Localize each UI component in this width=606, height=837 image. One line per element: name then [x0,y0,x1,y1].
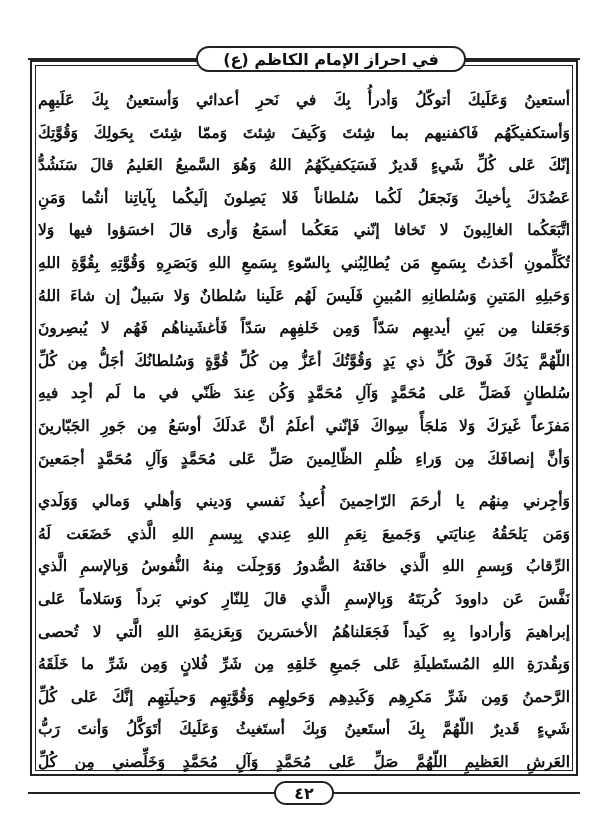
page-footer [28,778,580,808]
text-line: وَجَعَلنا مِن بَينِ أيديهِم سَدّاً وَمِن خَلفِهِم سَدّاً فَأغشَيناهُم فَهُم لا يُبصِرونَ [38,319,570,338]
text-line: إنّكَ عَلى كُلِّ شَيءٍ قَديرٌ فَسَيَكفيكَهُمُ اللهُ وَهُوَ السَّميعُ العَليمُ قالَ سَنَشُدُّ [38,156,570,175]
text-line: نَفَّسَ عَن داوودَ كُربَتَهُ وَبِالإسمِ الَّذي قالَ لِلنّارِ كوني بَرداً وَسَلاماً عَلى [38,589,570,608]
text-line: عَضُدَكَ بِأخيكَ وَنَجعَلُ لَكُما سُلطاناً فَلا يَصِلونَ إلَيكُما بِآياتِنا أنتُما وَمَنِ [38,188,570,207]
text-line: شَيءٍ قَديرٌ اللّهُمَّ بِكَ أستَعينُ وَبِكَ أستَغيثُ وَعَلَيكَ أتَوَكَّلُ وَأنتَ رَبُّ [38,720,570,739]
page-title: في احراز الإمام الكاظم (ع) [196,46,466,72]
page-header [28,44,580,74]
page-number: ٤٢ [274,781,334,805]
text-line: وَأستكفيكَهُم فَاكفنيهم بما شِئتَ وَكَيفَ شِئتَ وَممّا شِئتَ بِحَولِكَ وَقُوَّتِكَ [38,123,570,142]
text-line: وَبِقُدرَةِ اللهِ المُستَطيلَةِ عَلى جَميعِ خَلقِهِ مِن شَرِّ فُلانٍ وَمِن شَرِّ ما خَلَقَهُ [38,655,570,674]
text-line: إبراهيمَ وَأرادوا بِهِ كَيداً فَجَعَلناهُمُ الأخسَرينَ وَبِعَزيمَةِ اللهِ الَّتي لا تُحصى [38,622,570,641]
text-line: وَحَبلِهِ المَتينِ وَسُلطانِهِ المُبينِ فَلَيسَ لَهُم عَلَينا سُلطانٌ وَلا سَبيلٌ إن شاءَ اللهُ [38,286,570,305]
text-line: تُكَلِّمونِ أخَذتُ بِسَمعِ مَن يُطالِبُني بِالسّوءِ بِسَمعِ اللهِ وَبَصَرِهِ وَقُوَّتِهِ بِقُوَّةِ اللهِ [38,253,570,272]
text-line: اتَّبَعَكُما الغالِبونَ لا تَخافا إنّني مَعَكُما أسمَعُ وَأرى قالَ اخسَؤوا فيها وَلا [38,221,570,240]
text-line: مَفزَعاً غَيرَكَ وَلا مَلجَأً سِواكَ فَإنّني أعلَمُ أنَّ عَدلَكَ أوسَعُ مِن جَورِ الجَبّارينَ [38,416,570,435]
text-line: وَأنَّ إنصافَكَ مِن وَراءِ ظُلمِ الظّالِمينَ صَلِّ عَلى مُحَمَّدٍ وَآلِ مُحَمَّدٍ أجمَعينَ [38,449,570,468]
prayer-text [38,84,570,771]
text-line: الرَّحمنُ وَمِن شَرِّ مَكرِهِم وَكَيدِهِم وَحَولِهِم وَقُوَّتِهِم وَحيلَتِهِم إنَّكَ عَلى كُلِّ [38,687,570,706]
text-line: وَأجِرني مِنهُم يا أرحَمَ الرّاحِمينَ أُعيذُ نَفسي وَديني وَأهلي وَمالي وَوَلَدي [38,492,570,511]
text-line: العَرشِ العَظيمِ اللّهُمَّ صَلِّ عَلى مُحَمَّدٍ وَآلِ مُحَمَّدٍ وَخَلِّصني مِن كُلِّ [38,752,570,771]
text-line: وَمَن يَلحَقُهُ عِنايَتي وَجَميعَ نِعَمِ اللهِ عِندي بِبِسمِ اللهِ الَّذي خَضَعَت لَهُ [38,524,570,543]
text-line: اللّهُمَّ يَدُكَ فَوقَ كُلِّ ذي يَدٍ وَقُوَّتُكَ أعَزُّ مِن كُلِّ قُوَّةٍ وَسُلطانُكَ أجَلُّ مِن كُلِّ [38,351,570,370]
text-line: أستعينُ وَعَلَيكَ أتوكّلُ وَأدرأُ بِكَ في نَحرِ أعدائي وَأستعينُ بِكَ عَلَيهِم [38,91,570,109]
text-line: سُلطانٍ فَصَلِّ عَلى مُحَمَّدٍ وَآلِ مُحَمَّدٍ وَكُن عِندَ ظَنّي في ما لَم أجِد فيهِ [38,384,570,403]
text-line: الرِّقابُ وَبِسمِ اللهِ الَّذي خافَتهُ الصُّدورُ وَوَجِلَت مِنهُ النُّفوسُ وَبِالإسمِ الَّذي [38,557,570,576]
